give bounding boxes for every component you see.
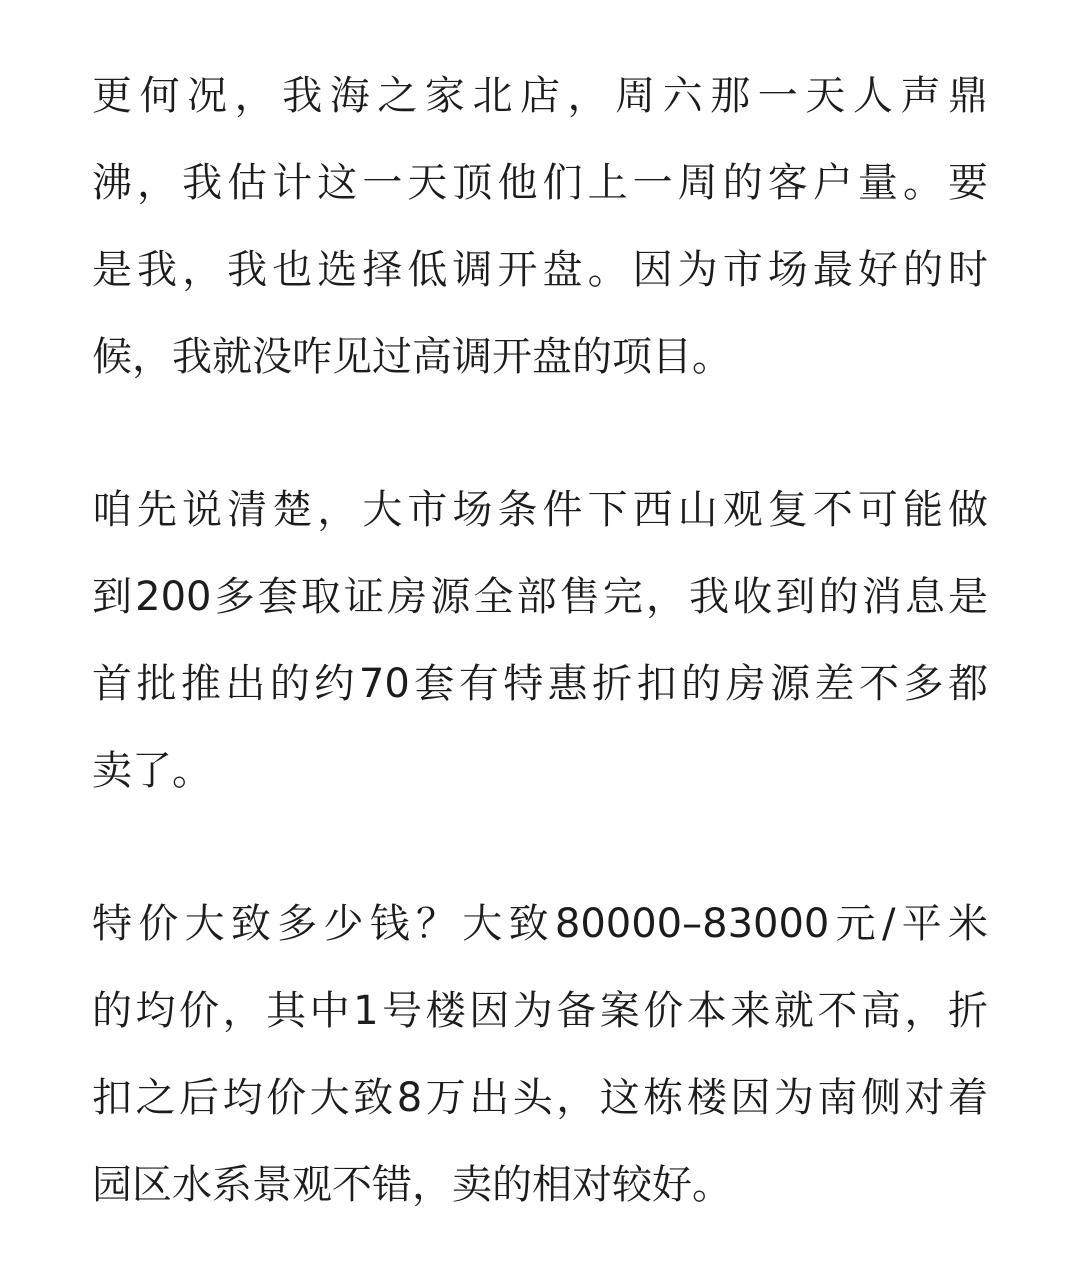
- paragraph-2-line-2: 到200多套取证房源全部售完，我收到的消息是: [92, 574, 988, 620]
- paragraph-1-line-2: 沸，我估计这一天顶他们上一周的客户量。要: [92, 160, 988, 206]
- paragraph-2-line-4: 卖了。: [92, 748, 212, 794]
- paragraph-2-line-1: 咱先说清楚，大市场条件下西山观复不可能做: [92, 487, 988, 533]
- paragraph-3-line-1: 特价大致多少钱？大致80000–83000元/平米: [92, 901, 988, 947]
- paragraph-3-line-3: 扣之后均价大致8万出头，这栋楼因为南侧对着: [92, 1075, 988, 1121]
- paragraph-1-line-3: 是我，我也选择低调开盘。因为市场最好的时: [92, 247, 988, 293]
- paragraph-1-line-1: 更何况，我海之家北店，周六那一天人声鼎: [92, 73, 988, 119]
- paragraph-3-line-4: 园区水系景观不错，卖的相对较好。: [92, 1162, 732, 1208]
- paragraph-2-line-3: 首批推出的约70套有特惠折扣的房源差不多都: [92, 661, 988, 707]
- paragraph-1-line-4: 候，我就没咋见过高调开盘的项目。: [92, 334, 732, 380]
- paragraph-3-line-2: 的均价，其中1号楼因为备案价本来就不高，折: [92, 988, 988, 1034]
